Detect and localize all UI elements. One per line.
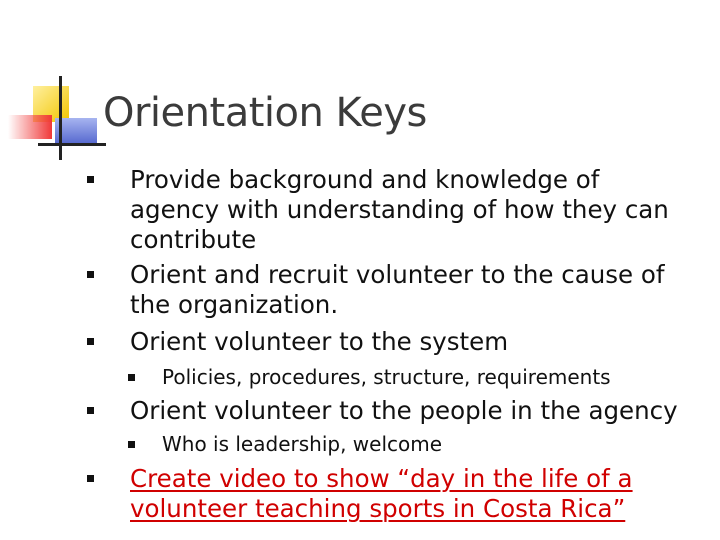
square-bullet-icon	[128, 374, 135, 381]
sub-bullet-item	[162, 364, 682, 390]
square-bullet-icon	[87, 338, 94, 345]
video-link[interactable]: Create video to show “day in the life of a volunteer teaching sports in Costa Rica”	[130, 464, 633, 523]
bullet-text: Provide background and knowledge of agency with understanding of how they can contribute	[130, 165, 669, 254]
bullet-item	[130, 464, 690, 524]
sub-bullet-text: Who is leadership, welcome	[162, 432, 443, 456]
bullet-text: Orient volunteer to the people in the agency	[130, 396, 678, 425]
bullet-item	[130, 165, 690, 255]
sub-bullet-item	[162, 431, 682, 457]
bullet-item	[130, 327, 690, 357]
slide-title: Orientation Keys	[103, 90, 427, 136]
bullet-item	[130, 260, 690, 320]
square-bullet-icon	[87, 475, 94, 482]
square-bullet-icon	[128, 441, 135, 448]
square-bullet-icon	[87, 176, 94, 183]
bullet-text: Orient and recruit volunteer to the cause of the organization.	[130, 260, 665, 319]
bullet-item	[130, 396, 690, 426]
bullet-text: Orient volunteer to the system	[130, 327, 509, 356]
square-bullet-icon	[87, 407, 94, 414]
square-bullet-icon	[87, 271, 94, 278]
sub-bullet-text: Policies, procedures, structure, requirements	[162, 365, 611, 389]
